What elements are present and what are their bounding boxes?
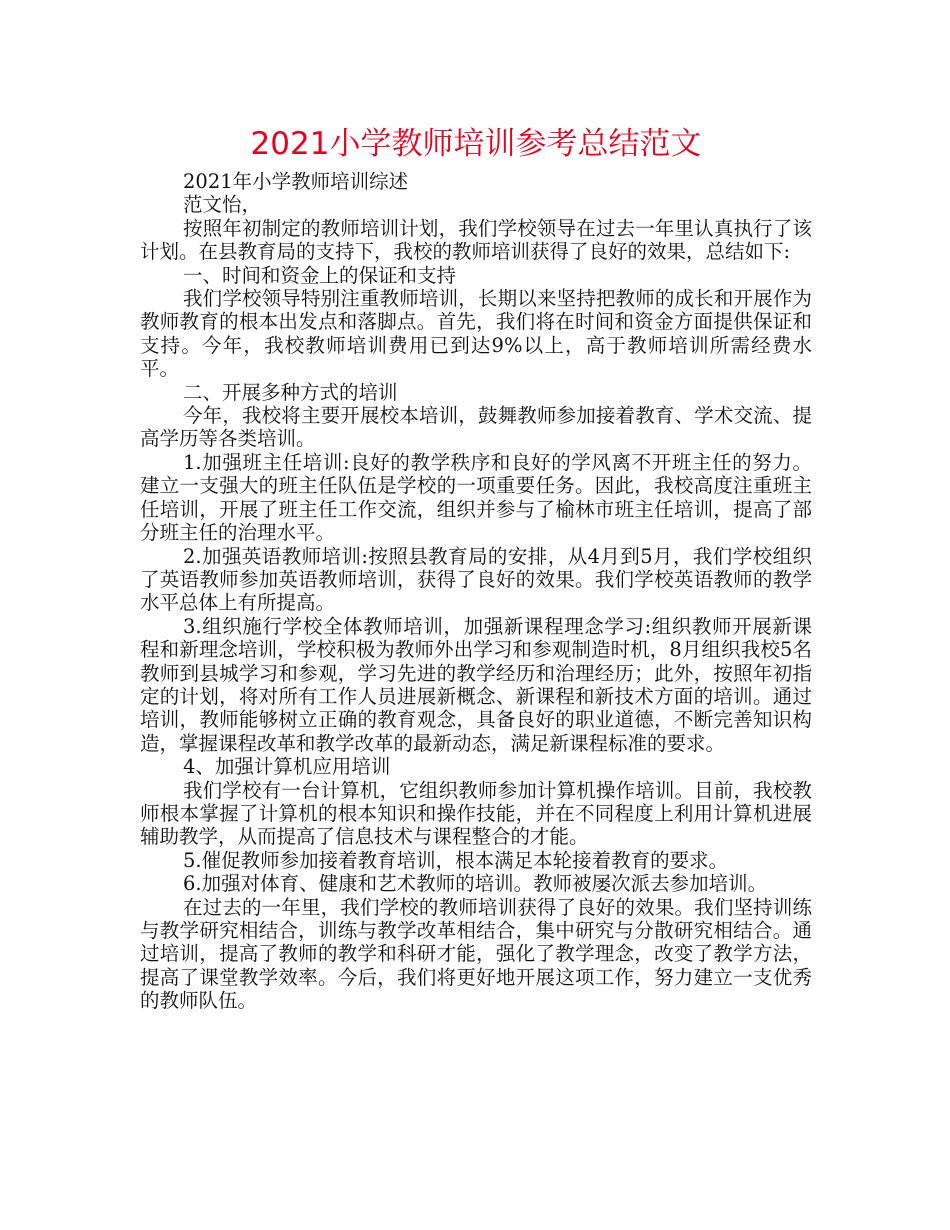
section-heading-2: 二、开展多种方式的培训 bbox=[183, 380, 398, 404]
body-paragraph: 我们学校领导特别注重教师培训，长期以来坚持把教师的成长和开展作为教师教育的根本出发点和落脚点。首先，我们将在时间和资金方面提供保证和支持。今年，我校教师培训费用已到达9%以上，高于教师培训所需经费水平。 bbox=[140, 287, 812, 381]
list-item-5: 5.催促教师参加接着教育培训，根本满足本轮接着教育的要求。 bbox=[183, 848, 729, 872]
body-paragraph: 我们学校有一台计算机，它组织教师参加计算机操作培训。目前，我校教师根本掌握了计算机的根本知识和操作技能，并在不同程度上利用计算机进展辅助教学，从而提高了信息技术与课程整合的才能。 bbox=[140, 778, 812, 849]
intro-paragraph: 按照年初制定的教师培训计划，我们学校领导在过去一年里认真执行了该计划。在县教育局的支持下，我校的教师培训获得了良好的效果，总结如下: bbox=[140, 216, 812, 264]
document-title: 2021小学教师培训参考总结范文 bbox=[250, 126, 702, 162]
list-item-3: 3.组织施行学校全体教师培训，加强新课程理念学习:组织教师开展新课程和新理念培训，学校积极为教师外出学习和参观制造时机，8月组织我校5名教师到县城学习和参观，学习先进的教学经历和治理经历；此外，按照年初指定的计划，将对所有工作人员进展新概念、新课程和新技术方面的培训。通过培训，教师能够树立正确的教育观念，具备良好的职业道德，不断完善知识构造，掌握课程改革和教学改革的最新动态，满足新课程标准的要求。 bbox=[140, 614, 812, 755]
section-heading-1: 一、时间和资金上的保证和支持 bbox=[183, 263, 457, 287]
list-item-6: 6.加强对体育、健康和艺术教师的培训。教师被屡次派去参加培训。 bbox=[183, 872, 768, 896]
list-item-2: 2.加强英语教师培训:按照县教育局的安排，从4月到5月，我们学校组织了英语教师参加英语教师培训，获得了良好的效果。我们学校英语教师的教学水平总体上有所提高。 bbox=[140, 544, 812, 615]
list-item-1: 1.加强班主任培训:良好的教学秩序和良好的学风离不开班主任的努力。建立一支强大的班主任队伍是学校的一项重要任务。因此，我校高度注重班主任培训，开展了班主任工作交流，组织并参与了榆林市班主任培训，提高了部分班主任的治理水平。 bbox=[140, 450, 812, 545]
body-paragraph: 今年，我校将主要开展校本培训，鼓舞教师参加接着教育、学术交流、提高学历等各类培训。 bbox=[140, 404, 812, 451]
list-item-4-heading: 4、加强计算机应用培训 bbox=[183, 755, 391, 779]
conclusion-paragraph: 在过去的一年里，我们学校的教师培训获得了良好的效果。我们坚持训练与教学研究相结合，训练与教学改革相结合，集中研究与分散研究相结合。通过培训，提高了教师的教学和科研才能，强化了教学理念，改变了教学方法，提高了课堂教学效率。今后，我们将更好地开展这项工作，努力建立一支优秀的教师队伍。 bbox=[140, 895, 812, 1013]
author-paragraph: 范文怡， bbox=[183, 193, 262, 217]
document-page bbox=[140, 124, 812, 1013]
subtitle-paragraph: 2021年小学教师培训综述 bbox=[183, 170, 409, 193]
